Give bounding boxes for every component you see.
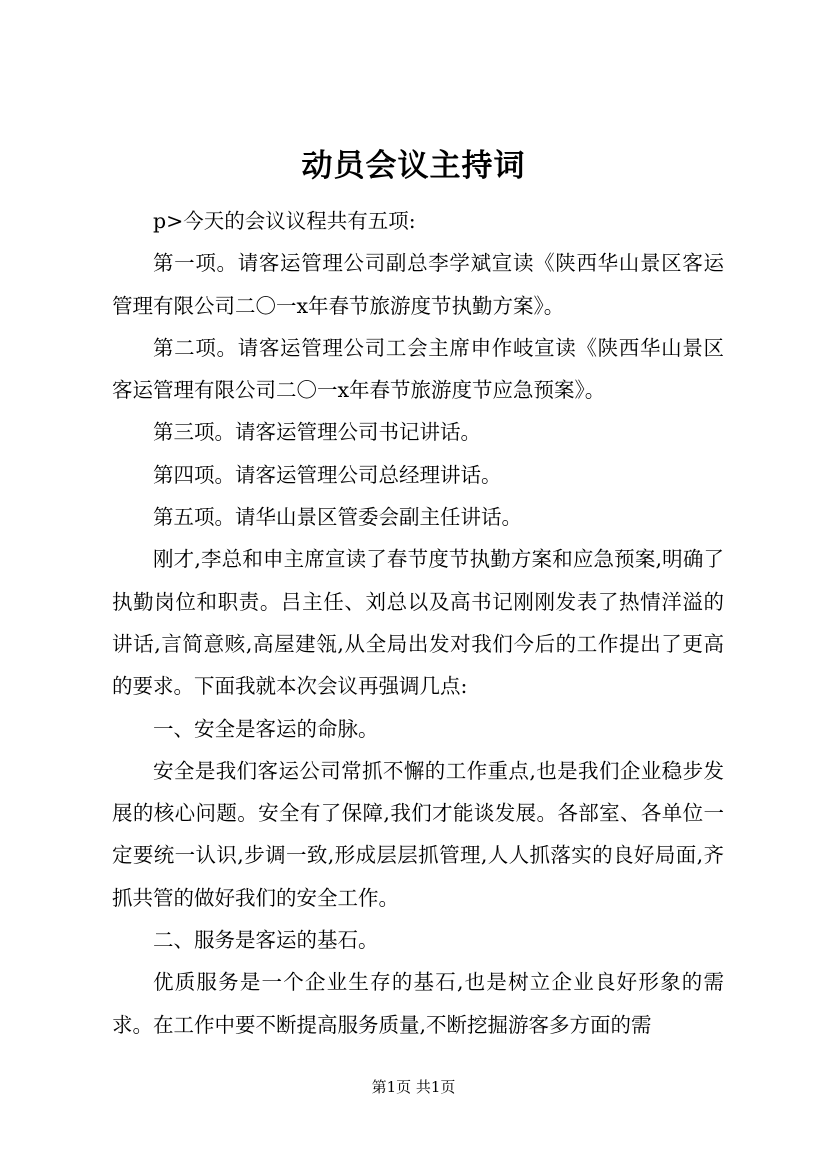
section-heading-safety: 一、安全是客运的命脉。 xyxy=(153,716,379,741)
paragraph-safety: 安全是我们客运公司常抓不懈的工作重点,也是我们企业稳步发展的核心问题。安全有了保障,我们才能谈发展。各部室、各单位一定要统一认识,步调一致,形成层层抓管理,人人抓落实的良好局面,齐抓共管的做好我们的安全工作。 xyxy=(112,758,724,910)
section-heading-service: 二、服务是客运的基石。 xyxy=(153,928,379,953)
page-number-footer: 第1页 共1页 xyxy=(371,1078,456,1096)
paragraph-item-5: 第五项。请华山景区管委会副主任讲话。 xyxy=(153,505,522,530)
paragraph-service: 优质服务是一个企业生存的基石,也是树立企业良好形象的需求。在工作中要不断提高服务质量,不断挖掘游客多方面的需 xyxy=(112,970,724,1037)
document-title: 动员会议主持词 xyxy=(301,148,526,184)
paragraph-summary: 刚才,李总和申主席宣读了春节度节执勤方案和应急预案,明确了执勤岗位和职责。吕主任、刘总以及高书记刚刚发表了热情洋溢的讲话,言简意赅,高屋建瓴,从全局出发对我们今后的工作提出了更高的要求。下面我就本次会议再强调几点: xyxy=(112,547,724,699)
paragraph-item-4: 第四项。请客运管理公司总经理讲话。 xyxy=(153,462,502,487)
paragraph-item-3: 第三项。请客运管理公司书记讲话。 xyxy=(153,420,481,445)
paragraph-item-2: 第二项。请客运管理公司工会主席申作岐宣读《陕西华山景区客运管理有限公司二〇一x年春节旅游度节应急预案》。 xyxy=(112,335,724,403)
paragraph-agenda-intro: p>今天的会议议程共有五项: xyxy=(153,209,416,233)
document-body xyxy=(112,200,724,1046)
paragraph-item-1: 第一项。请客运管理公司副总李学斌宣读《陕西华山景区客运管理有限公司二〇一x年春节旅游度节执勤方案》。 xyxy=(112,251,724,318)
